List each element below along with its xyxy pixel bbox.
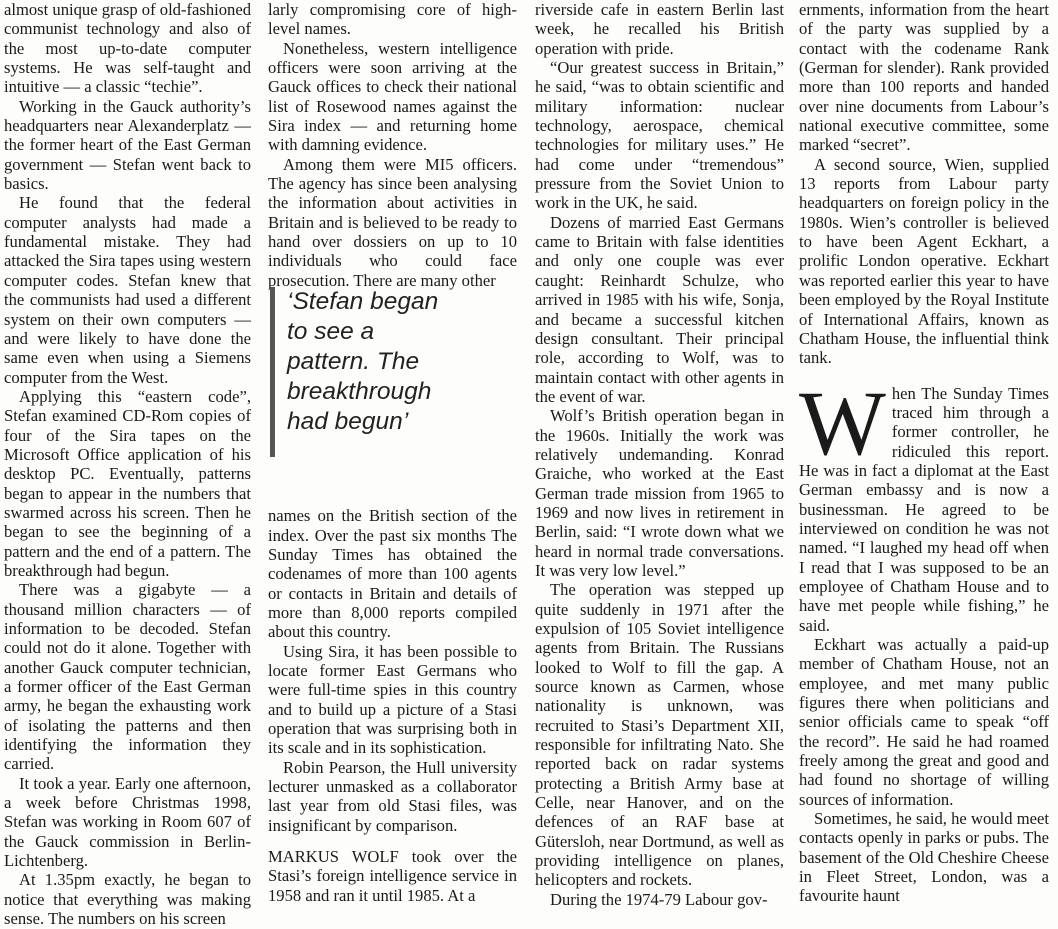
paragraph: Robin Pearson, the Hull university lecturer unmasked as a collaborator last year from old Stasi files, was insignificant by comparison. — [268, 757, 517, 835]
dropcap-paragraph — [799, 371, 1049, 635]
pull-quote-line: breakthrough — [287, 378, 432, 405]
paragraph: He found that the federal computer analysts had made a fundamental mistake. They had attacked the Sira tapes using western computer codes. Stefan knew that the communists had used a different system on their own computers — and were likely to have done the same even when using a Siemens computer from the West. — [4, 193, 251, 387]
pull-quote-line: ‘Stefan began — [287, 288, 439, 315]
paragraph: names on the British section of the index. Over the past six months The Sunday Times has obtained the codenames of more than 100 agents or contacts in Britain and details of more than 8,000 reports compiled about this country. — [268, 506, 517, 642]
pull-quote-line: had begun’ — [287, 408, 409, 435]
paragraph: Sometimes, he said, he would meet contacts openly in parks or pubs. The basement of the Old Cheshire Cheese in Fleet Street, London, was a favourite haunt — [799, 809, 1049, 906]
paragraph: During the 1974-79 Labour gov- — [550, 889, 768, 909]
drop-cap: W — [799, 371, 886, 474]
dropcap-paragraph-text: hen The Sunday Times traced him through a former controller, he ridiculed this report. He was in fact a diplomat at the East German embassy and is now a businessman. He agreed to be interviewed on condition he was not named. “I laughed my head off when I read that I was supposed to be an employee of Chatham House and to have met people while fishing,” he said. — [799, 383, 1049, 635]
paragraph: Wolf’s British operation began in the 1960s. Initially the work was relatively undemanding. Konrad Graiche, who worked at the East German trade mission from 1965 to 1969 and now lives in retirement in Berlin, said: “I wrote down what we heard in normal trade conversations. It was very low level.” — [535, 406, 784, 580]
paragraph: Dozens of married East Germans came to Britain with false identities and only one couple was ever caught: Reinhardt Schulze, who arrived in 1985 with his wife, Sonja, and became a successful kitchen design consultant. Their principal role, according to Wolf, was to maintain contact with other agents in the event of war. — [535, 212, 784, 406]
column-1 — [4, 0, 251, 929]
paragraph: The operation was stepped up quite suddenly in 1971 after the expulsion of 105 Soviet intelligence agents from Britain. The Russians looked to Wolf to fill the gap. A source known as Carmen, whose nationality is unknown, was recruited to Stasi’s Department XII, responsible for infiltrating Nato. She reported back on radar systems protecting a British Army base at Celle, near Hanover, and on the defences of an RAF base at Gütersloh, near Dortmund, as well as providing intelligence on planes, helicopters and rockets. — [535, 580, 784, 890]
paragraph: Applying this “eastern code”, Stefan examined CD-Rom copies of four of the Sira tapes on the Microsoft Office application of his desktop PC. Eventually, patterns began to appear in the numbers that swarmed across his screen. Then he began to see the beginning of a pattern and the end of a pattern. The breakthrough had begun. — [4, 386, 251, 580]
paragraph: Eckhart was actually a paid-up member of Chatham House, not an employee, and met many public figures there when politicians and senior officials came to speak “off the record”. He said he had roamed freely among the great and good and had found no shortage of willing sources of information. — [799, 635, 1049, 809]
paragraph: riverside cafe in eastern Berlin last week, he recalled his British operation with pride. — [535, 0, 784, 58]
pull-quote-line: pattern. The — [287, 348, 420, 375]
paragraph: There was a gigabyte — a thousand million characters — of information to be decoded. Stefan could not do it alone. Together with another Gauck computer technician, a former officer of the East German army, he began the exhausting work of isolating the patterns and then identifying the information they carried. — [4, 580, 251, 774]
paragraph: larly compromising core of high-level names. — [268, 0, 517, 39]
paragraph: Working in the Gauck authority’s headquarters near Alexanderplatz — the former heart of the East German government — Stefan went back to basics. — [4, 96, 251, 194]
paragraph: At 1.35pm exactly, he began to notice that everything was making sense. The numbers on his screen — [4, 870, 251, 929]
paragraph: ernments, information from the heart of the party was supplied by a contact with the codename Rank (German for slender). Rank provided more than 100 reports and handed over nine documents from Labour’s national executive committee, some marked “secret”. — [799, 0, 1049, 155]
paragraph: A second source, Wien, supplied 13 reports from Labour party headquarters on foreign policy in the 1980s. Wien’s controller is believed to have been Agent Eckhart, a prolific London operative. Eckhart was reported earlier this year to have been employed by the Royal Institute of International Affairs, known as Chatham House, the influential think tank. — [799, 154, 1049, 368]
column-4 — [799, 0, 1049, 906]
paragraph: “Our greatest success in Britain,” he said, “was to obtain scientific and military information: nuclear technology, aerospace, chemical technologies for military uses.” He had come under “tremendous” pressure from the Soviet Union to work in the UK, he said. — [535, 58, 784, 213]
paragraph: Among them were MI5 officers. The agency has since been analysing the information about activities in Britain and is believed to be ready to hand over dossiers on up to 10 individuals who could face prosecution. There are many other — [268, 154, 517, 290]
paragraph: MARKUS WOLF took over the Stasi’s foreign intelligence service in 1958 and ran it until 1985. At a — [268, 847, 517, 905]
paragraph: Nonetheless, western intelligence officers were soon arriving at the Gauck offices to check their national list of Rosewood names against the Sira index — and returning home with damning evidence. — [268, 38, 517, 155]
pull-quote — [270, 287, 505, 457]
paragraph: almost unique grasp of old-fashioned communist technology and also of the most up-to-date computer systems. He was self-taught and intuitive — a classic “techie”. — [4, 0, 252, 97]
pull-quote-line: to see a — [287, 318, 375, 345]
column-3 — [535, 0, 784, 909]
paragraph: Using Sira, it has been possible to locate former East Germans who were full-time spies in this country and to build up a picture of a Stasi operation that was surprising both in its scale and in its sophistication. — [268, 641, 517, 758]
paragraph: It took a year. Early one afternoon, a week before Christmas 1998, Stefan was working in Room 607 of the Gauck commission in Berlin-Lichtenberg. — [4, 773, 251, 871]
